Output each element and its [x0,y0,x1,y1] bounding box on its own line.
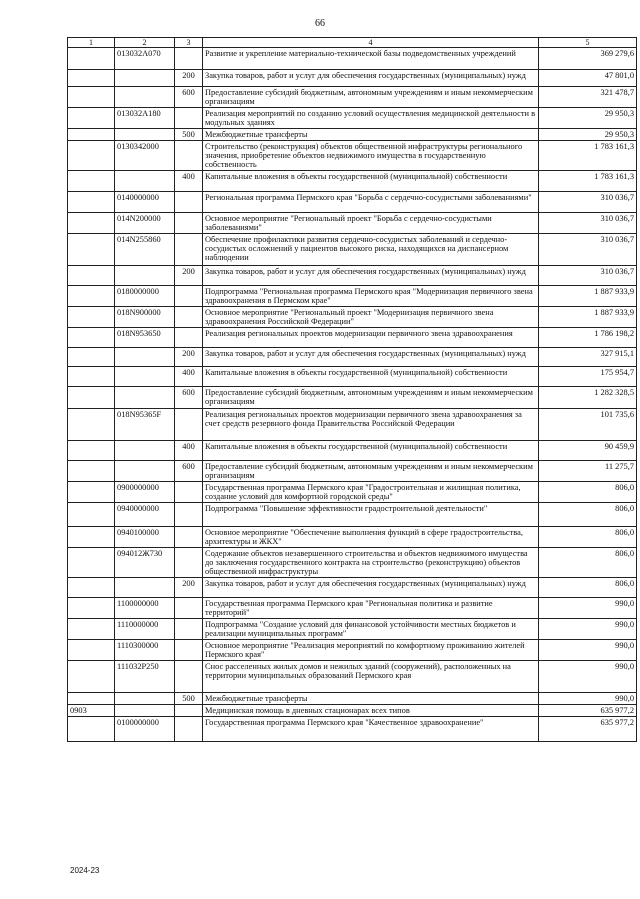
amount-cell: 310 036,7 [539,192,637,213]
expense-type-cell [175,619,203,640]
expense-type-cell [175,482,203,503]
target-code-cell [115,693,175,705]
amount-cell: 1 282 328,5 [539,387,637,409]
table-row [68,234,637,266]
expense-type-cell: 200 [175,578,203,598]
section-cell [68,234,115,266]
table-row [68,548,637,578]
section-cell [68,578,115,598]
table-row [68,328,637,348]
target-code-cell [115,367,175,387]
expense-type-cell [175,598,203,619]
amount-cell: 90 459,9 [539,441,637,461]
header-col-4: 4 [203,38,539,48]
section-cell [68,661,115,693]
expense-type-cell: 200 [175,70,203,87]
target-code-cell [115,705,175,717]
target-code-cell: 0130342000 [115,141,175,171]
description-cell: Развитие и укрепление материально-технической базы подведомственных учреждений [203,48,539,70]
description-cell: Медицинская помощь в дневных стационарах всех типов [203,705,539,717]
table-row [68,598,637,619]
target-code-cell: 111032P250 [115,661,175,693]
description-cell: Предоставление субсидий бюджетным, автономным учреждениям и иным некоммерческим организациям [203,461,539,482]
description-cell: Государственная программа Пермского края "Качественное здравоохранение" [203,717,539,742]
section-cell [68,717,115,742]
expense-type-cell [175,717,203,742]
description-cell: Региональная программа Пермского края "Борьба с сердечно-сосудистыми заболеваниями" [203,192,539,213]
target-code-cell [115,266,175,286]
table-row [68,578,637,598]
header-col-1: 1 [68,38,115,48]
description-cell: Закупка товаров, работ и услуг для обеспечения государственных (муниципальных) нужд [203,578,539,598]
expense-type-cell [175,527,203,548]
section-cell [68,171,115,192]
amount-cell: 806,0 [539,482,637,503]
target-code-cell: 014N255860 [115,234,175,266]
section-cell [68,48,115,70]
amount-cell: 310 036,7 [539,234,637,266]
target-code-cell: 0940000000 [115,503,175,527]
expense-type-cell: 400 [175,441,203,461]
expense-type-cell: 500 [175,693,203,705]
table-row [68,87,637,108]
header-col-2: 2 [115,38,175,48]
target-code-cell: 1100000000 [115,598,175,619]
amount-cell: 101 735,6 [539,409,637,441]
amount-cell: 47 801,0 [539,70,637,87]
table-row [68,129,637,141]
amount-cell: 635 977,2 [539,717,637,742]
budget-table [67,37,637,742]
expense-type-cell: 200 [175,348,203,367]
expense-type-cell [175,192,203,213]
description-cell: Капитальные вложения в объекты государственной (муниципальной) собственности [203,367,539,387]
table-row [68,461,637,482]
amount-cell: 990,0 [539,661,637,693]
target-code-cell [115,387,175,409]
expense-type-cell: 600 [175,87,203,108]
description-cell: Предоставление субсидий бюджетным, автономным учреждениям и иным некоммерческим организациям [203,387,539,409]
section-cell [68,441,115,461]
header-col-3: 3 [175,38,203,48]
section-cell: 0903 [68,705,115,717]
amount-cell: 1 783 161,3 [539,141,637,171]
expense-type-cell [175,503,203,527]
target-code-cell: 018N900000 [115,307,175,328]
table-row [68,141,637,171]
section-cell [68,482,115,503]
expense-type-cell [175,705,203,717]
section-cell [68,348,115,367]
description-cell: Межбюджетные трансферты [203,693,539,705]
description-cell: Закупка товаров, работ и услуг для обеспечения государственных (муниципальных) нужд [203,70,539,87]
target-code-cell: 0900000000 [115,482,175,503]
expense-type-cell [175,640,203,661]
table-row [68,108,637,129]
table-row [68,482,637,503]
description-cell: Предоставление субсидий бюджетным, автономным учреждениям и иным некоммерческим организациям [203,87,539,108]
amount-cell: 990,0 [539,598,637,619]
description-cell: Межбюджетные трансферты [203,129,539,141]
target-code-cell: 014N200000 [115,213,175,234]
description-cell: Основное мероприятие "Обеспечение выполнения функций в сфере градостроительства, архитектуры и ЖКХ" [203,527,539,548]
section-cell [68,640,115,661]
section-cell [68,141,115,171]
description-cell: Государственная программа Пермского края "Региональная политика и развитие территорий" [203,598,539,619]
expense-type-cell [175,409,203,441]
amount-cell: 1 783 161,3 [539,171,637,192]
description-cell: Реализация региональных проектов модернизации первичного звена здравоохранения [203,328,539,348]
amount-cell: 806,0 [539,548,637,578]
amount-cell: 635 977,2 [539,705,637,717]
section-cell [68,307,115,328]
section-cell [68,503,115,527]
amount-cell: 990,0 [539,619,637,640]
section-cell [68,192,115,213]
description-cell: Государственная программа Пермского края "Градостроительная и жилищная политика, создание условий для комфортной городской среды" [203,482,539,503]
target-code-cell: 0140000000 [115,192,175,213]
header-col-5: 5 [539,38,637,48]
table-row [68,640,637,661]
expense-type-cell: 600 [175,461,203,482]
section-cell [68,548,115,578]
target-code-cell: 018N953650 [115,328,175,348]
table-row [68,266,637,286]
target-code-cell [115,87,175,108]
description-cell: Подпрограмма "Повышение эффективности градостроительной деятельности" [203,503,539,527]
description-cell: Содержание объектов незавершенного строительства и объектов недвижимого имущества до заключения государственного контракта на строительство (реконструкцию) объектов общественной инфраструктуры [203,548,539,578]
table-row [68,503,637,527]
amount-cell: 806,0 [539,503,637,527]
amount-cell: 1 887 933,9 [539,286,637,307]
section-cell [68,527,115,548]
section-cell [68,129,115,141]
target-code-cell [115,171,175,192]
page-number: 66 [315,18,325,29]
amount-cell: 175 954,7 [539,367,637,387]
target-code-cell: 0180000000 [115,286,175,307]
expense-type-cell: 200 [175,266,203,286]
description-cell: Снос расселенных жилых домов и нежилых зданий (сооружений), расположенных на территории муниципальных образований Пермского края [203,661,539,693]
table-row [68,705,637,717]
target-code-cell [115,348,175,367]
table-row [68,717,637,742]
table-row [68,171,637,192]
description-cell: Основное мероприятие "Реализация мероприятий по комфортному проживанию жителей Пермского края" [203,640,539,661]
description-cell: Реализация региональных проектов модернизации первичного звена здравоохранения за счет средств резервного фонда Правительства Российской Федерации [203,409,539,441]
target-code-cell: 018N95365F [115,409,175,441]
amount-cell: 310 036,7 [539,266,637,286]
target-code-cell [115,578,175,598]
footer-code: 2024-23 [70,866,100,875]
target-code-cell: 0100000000 [115,717,175,742]
section-cell [68,598,115,619]
description-cell: Обеспечение профилактики развития сердечно-сосудистых заболеваний и сердечно-сосудистых осложнений у пациентов высокого риска, находящихся на диспансерном наблюдении [203,234,539,266]
amount-cell: 990,0 [539,640,637,661]
description-cell: Строительство (реконструкция) объектов общественной инфраструктуры регионального значения, приобретение объектов недвижимого имущества в государственную собственность [203,141,539,171]
expense-type-cell [175,286,203,307]
section-cell [68,387,115,409]
target-code-cell: 1110000000 [115,619,175,640]
section-cell [68,213,115,234]
section-cell [68,328,115,348]
target-code-cell [115,129,175,141]
amount-cell: 990,0 [539,693,637,705]
table-row [68,348,637,367]
expense-type-cell: 600 [175,387,203,409]
section-cell [68,409,115,441]
table-row [68,619,637,640]
table-row [68,70,637,87]
target-code-cell [115,441,175,461]
expense-type-cell [175,661,203,693]
table-row [68,527,637,548]
description-cell: Реализация мероприятий по созданию условий осуществления медицинской деятельности в модульных зданиях [203,108,539,129]
expense-type-cell [175,108,203,129]
table-row [68,409,637,441]
description-cell: Основное мероприятие "Региональный проект "Модернизация первичного звена здравоохранения Российской Федерации" [203,307,539,328]
amount-cell: 29 950,3 [539,129,637,141]
table-row [68,693,637,705]
target-code-cell: 013032A070 [115,48,175,70]
target-code-cell: 013032A180 [115,108,175,129]
expense-type-cell: 400 [175,367,203,387]
amount-cell: 1 887 933,9 [539,307,637,328]
table-row [68,192,637,213]
table-row [68,387,637,409]
section-cell [68,70,115,87]
table-row [68,367,637,387]
amount-cell: 321 478,7 [539,87,637,108]
table-row [68,48,637,70]
expense-type-cell [175,328,203,348]
table-row [68,307,637,328]
amount-cell: 29 950,3 [539,108,637,129]
description-cell: Основное мероприятие "Региональный проект "Борьба с сердечно-сосудистыми заболеваниями" [203,213,539,234]
amount-cell: 806,0 [539,527,637,548]
section-cell [68,87,115,108]
target-code-cell [115,461,175,482]
amount-cell: 310 036,7 [539,213,637,234]
table-row [68,441,637,461]
description-cell: Подпрограмма "Региональная программа Пермского края "Модернизация первичного звена здравоохранения в Пермском крае" [203,286,539,307]
amount-cell: 806,0 [539,578,637,598]
expense-type-cell [175,234,203,266]
expense-type-cell [175,48,203,70]
amount-cell: 11 275,7 [539,461,637,482]
target-code-cell [115,70,175,87]
amount-cell: 1 786 198,2 [539,328,637,348]
section-cell [68,286,115,307]
section-cell [68,266,115,286]
target-code-cell: 1110300000 [115,640,175,661]
description-cell: Капитальные вложения в объекты государственной (муниципальной) собственности [203,441,539,461]
amount-cell: 327 915,1 [539,348,637,367]
header-row [68,38,637,48]
table-row [68,661,637,693]
target-code-cell: 0940100000 [115,527,175,548]
expense-type-cell [175,548,203,578]
section-cell [68,619,115,640]
expense-type-cell [175,141,203,171]
section-cell [68,693,115,705]
expense-type-cell [175,213,203,234]
table-row [68,286,637,307]
section-cell [68,108,115,129]
expense-type-cell [175,307,203,328]
section-cell [68,367,115,387]
expense-type-cell: 400 [175,171,203,192]
target-code-cell: 094012Ж730 [115,548,175,578]
table-row [68,213,637,234]
description-cell: Капитальные вложения в объекты государственной (муниципальной) собственности [203,171,539,192]
section-cell [68,461,115,482]
amount-cell: 369 279,6 [539,48,637,70]
description-cell: Подпрограмма "Создание условий для финансовой устойчивости местных бюджетов и реализации муниципальных программ" [203,619,539,640]
description-cell: Закупка товаров, работ и услуг для обеспечения государственных (муниципальных) нужд [203,348,539,367]
description-cell: Закупка товаров, работ и услуг для обеспечения государственных (муниципальных) нужд [203,266,539,286]
expense-type-cell: 500 [175,129,203,141]
